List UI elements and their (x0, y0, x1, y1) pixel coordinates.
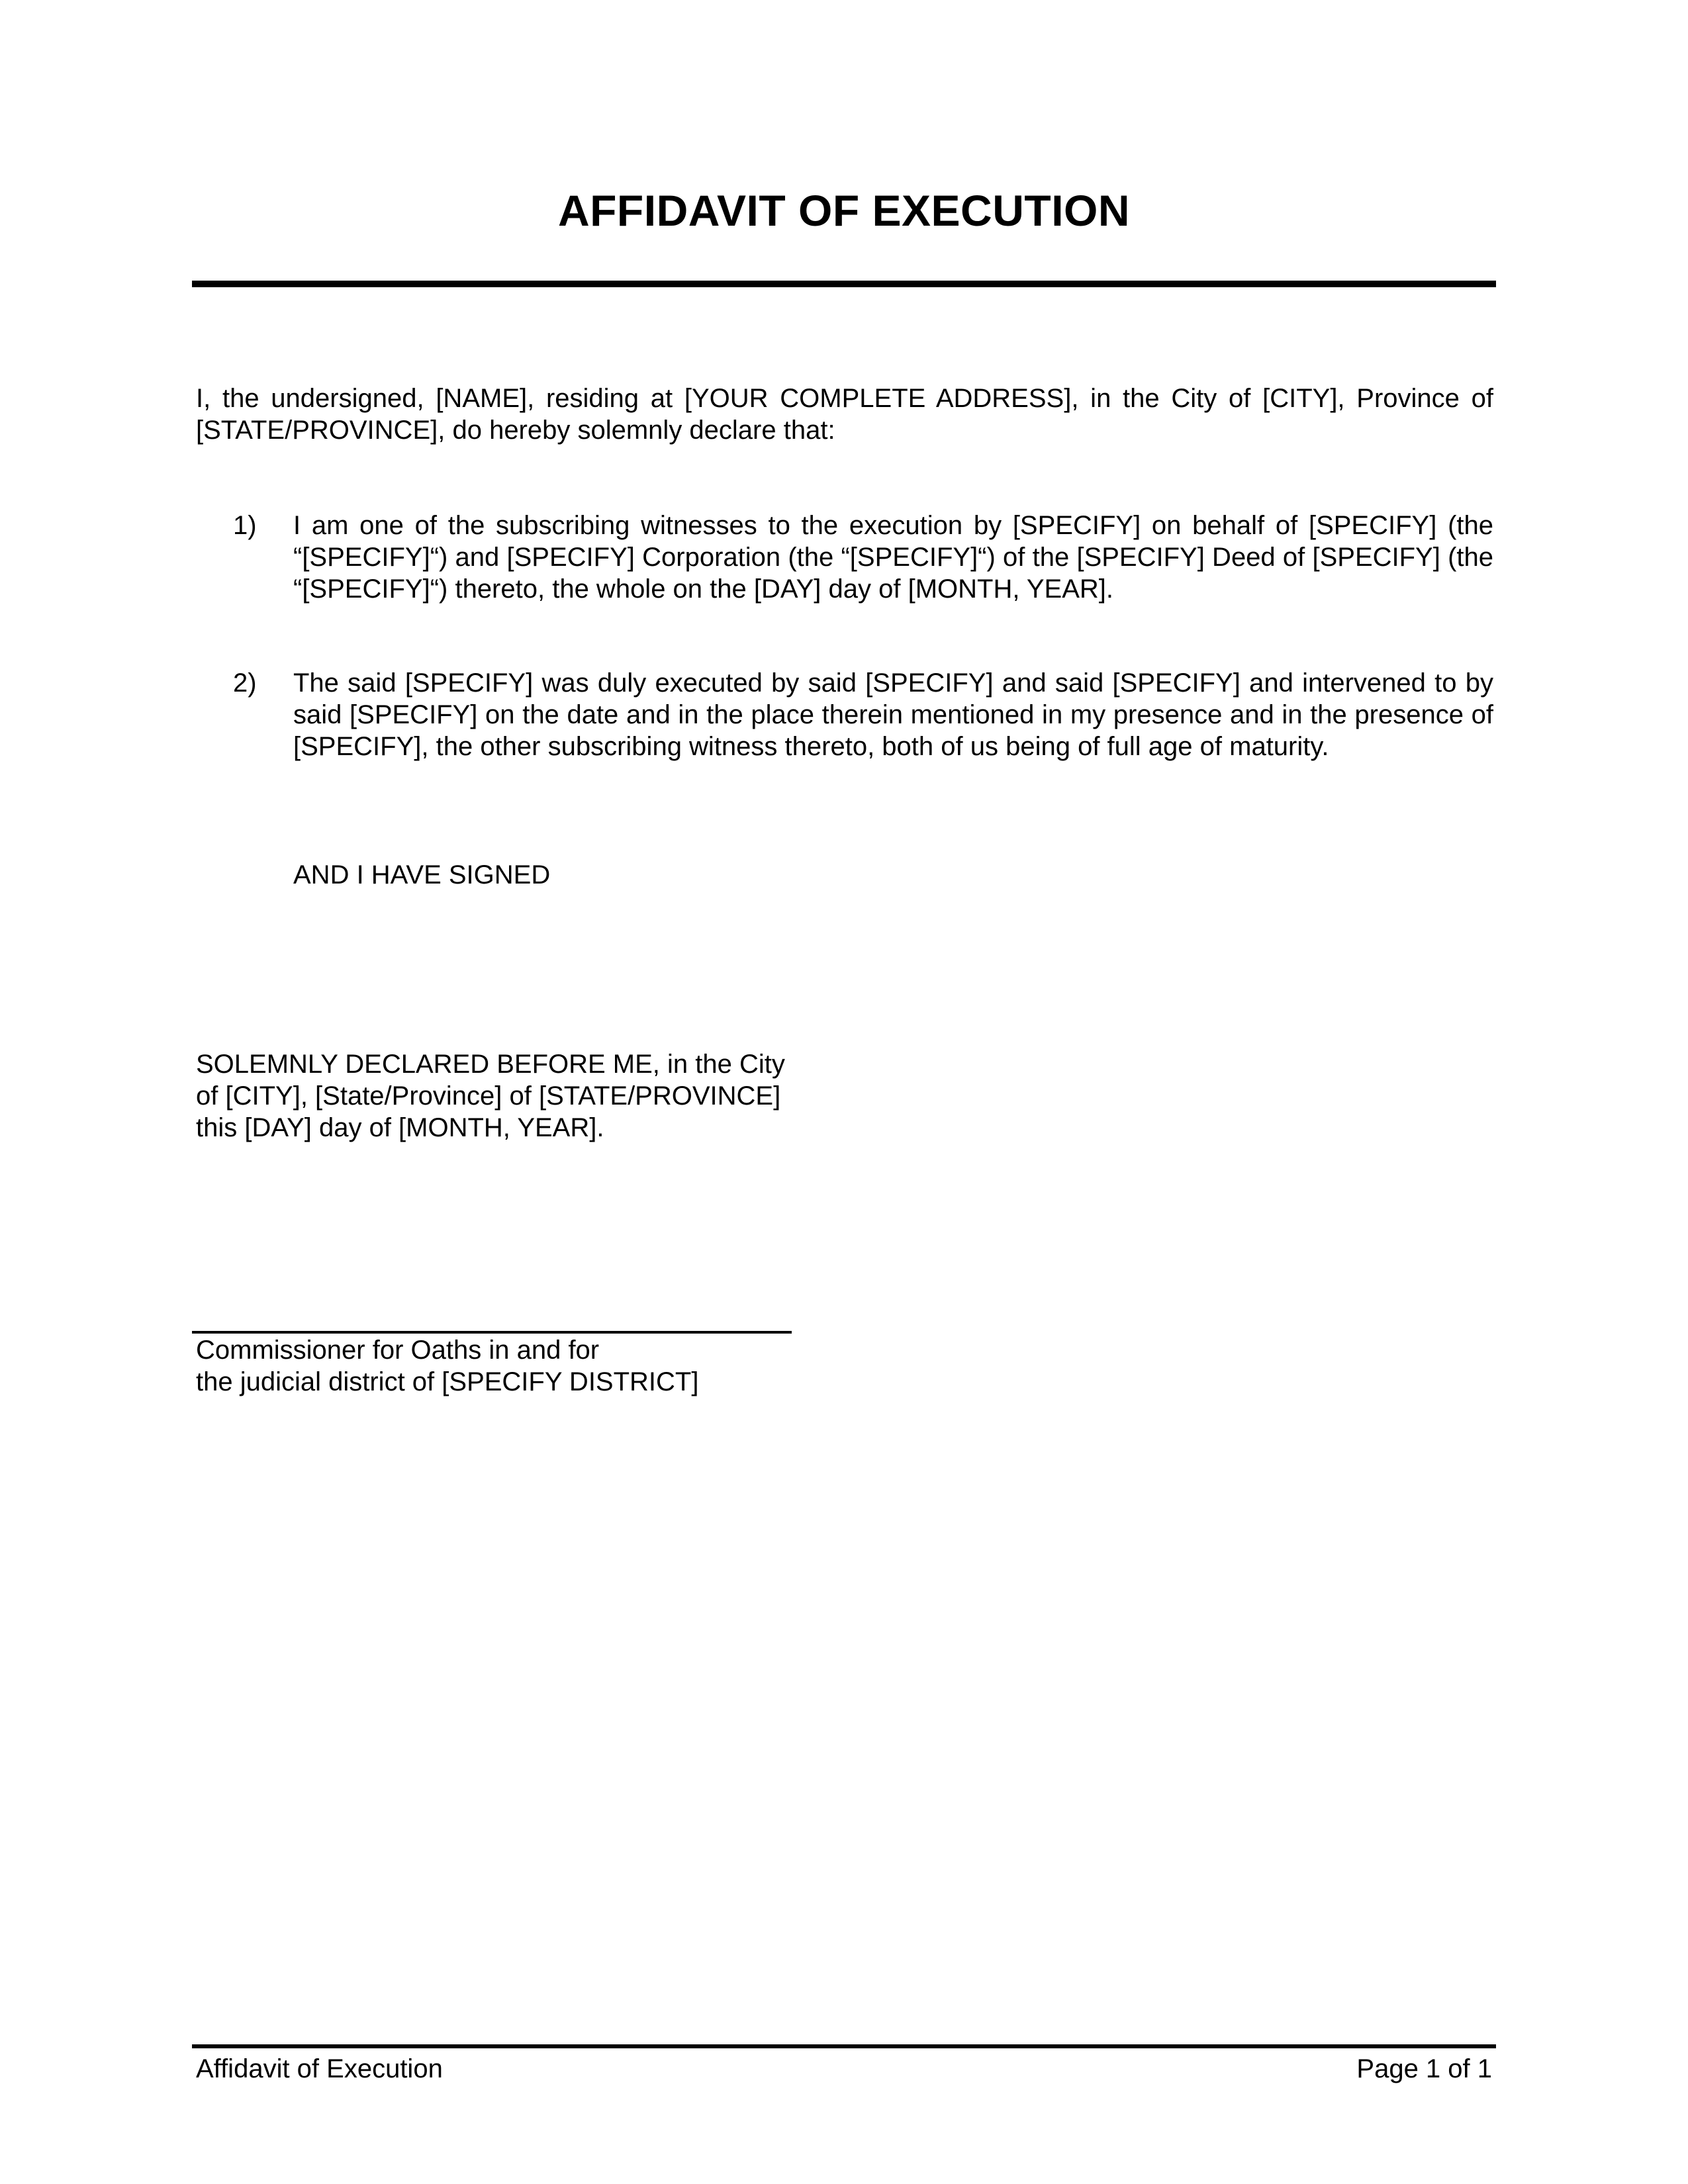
signed-statement: AND I HAVE SIGNED (293, 860, 551, 889)
title-divider (192, 281, 1496, 287)
footer-page-number: Page 1 of 1 (1356, 2054, 1492, 2083)
declaration-item-1 (196, 510, 1493, 605)
commissioner-line-1: Commissioner for Oaths in and for (196, 1336, 600, 1365)
commissioner-block (196, 1334, 990, 1398)
commissioner-line-2: the judicial district of [SPECIFY DISTRICT] (196, 1367, 699, 1396)
intro-paragraph: I, the undersigned, [NAME], residing at [YOUR COMPLETE ADDRESS], in the City of [CITY], Province of [STATE/PROVINCE], do hereby solemnly declare that: (196, 384, 1493, 445)
item-number: 1) (233, 511, 257, 540)
signature-line (192, 1331, 792, 1334)
document-title: AFFIDAVIT OF EXECUTION (557, 186, 1131, 235)
declared-line-1: SOLEMNLY DECLARED BEFORE ME, in the City (196, 1050, 785, 1079)
item-text: The said [SPECIFY] was duly executed by said [SPECIFY] and said [SPECIFY] and intervened to by said [SPECIFY] on the date and in the place therein mentioned in my presence and in the presence of [SPECIFY], the other subscribing witness thereto, both of us being of full age of maturity. (293, 668, 1493, 761)
footer-divider (192, 2044, 1496, 2048)
item-text: I am one of the subscribing witnesses to the execution by [SPECIFY] on behalf of [SPECIFY] (the “[SPECIFY]“) and [SPECIFY] Corporation (the “[SPECIFY]“) of the [SPECIFY] Deed of [SPECIFY] (the “[SPECIFY]“) thereto, the whole on the [DAY] day of [MONTH, YEAR]. (293, 511, 1493, 604)
declaration-item-2 (196, 667, 1493, 762)
declared-before-block (196, 1048, 831, 1144)
declared-line-2: of [CITY], [State/Province] of [STATE/PROVINCE] (196, 1081, 781, 1111)
item-number: 2) (233, 668, 257, 698)
footer-document-name: Affidavit of Execution (196, 2054, 443, 2083)
declared-line-3: this [DAY] day of [MONTH, YEAR]. (196, 1113, 604, 1142)
